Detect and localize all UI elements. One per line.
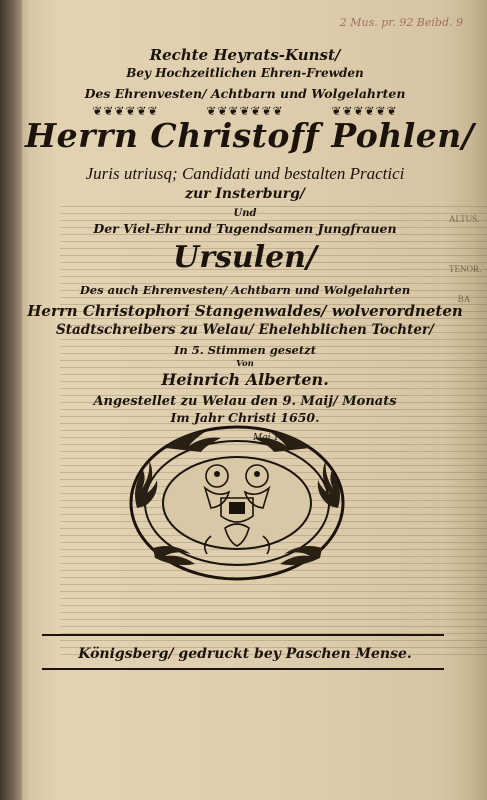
title-line-15: Angestellet zu Welau den 9. Maij/ Monats xyxy=(93,394,397,409)
title-line-10: Herrn Christophori Stangenwaldes/ wolverordneten xyxy=(27,302,463,320)
und-line: Und xyxy=(233,208,257,219)
manuscript-shelfmark: 2 Mus. pr. 92 Beibd. 9 xyxy=(339,16,463,29)
ornament-right: ❦❦❦❦❦❦ xyxy=(331,104,398,118)
title-line-11: Stadtschreibers zu Welau/ Ehelehblichen Tochter/ xyxy=(56,322,434,338)
side-mark-tenor: TENOR. xyxy=(449,264,482,274)
title-line-6: zur Insterburg/ xyxy=(185,186,305,202)
groom-name: Herrn Christoff Pohlen/ xyxy=(25,116,475,155)
title-line-7: Der Viel-Ehr und Tugendsamen Jungfrauen xyxy=(93,221,397,236)
title-line-2: Bey Hochzeitlichen Ehren-Frewden xyxy=(126,66,364,80)
von-line: Von xyxy=(236,359,254,369)
imprint-rule-top xyxy=(42,634,444,636)
printer-emblem-woodcut xyxy=(125,418,350,588)
title-line-5: Juris utriusq; Candidati und bestalten Practici xyxy=(85,164,405,183)
title-line-1: Rechte Heyrats-Kunst/ xyxy=(149,46,341,64)
title-line-3: Des Ehrenvesten/ Achtbarn und Wolgelahrten xyxy=(84,86,406,101)
book-binding-edge xyxy=(0,0,22,800)
ornament-mid: ❦❦❦❦❦❦❦ xyxy=(206,104,284,118)
composer-name: Heinrich Alberten. xyxy=(161,370,329,389)
title-line-12: In 5. Stimmen gesetzt xyxy=(173,343,317,357)
imprint-rule-bottom xyxy=(42,668,444,670)
ornament-left: ❦❦❦❦❦❦ xyxy=(92,104,159,118)
title-line-16: Im Jahr Christi 1650. xyxy=(170,410,320,425)
imprint-line: Königsberg/ gedruckt bey Paschen Mense. xyxy=(78,646,412,662)
side-mark-altus: ALTUS. xyxy=(449,214,480,224)
side-mark-bass: BA xyxy=(457,294,471,304)
bride-name: Ursulen/ xyxy=(173,240,317,275)
title-line-9: Des auch Ehrenvesten/ Achtbarn und Wolgelahrten xyxy=(79,283,411,297)
emblem-label: Mai 16 xyxy=(253,433,285,443)
